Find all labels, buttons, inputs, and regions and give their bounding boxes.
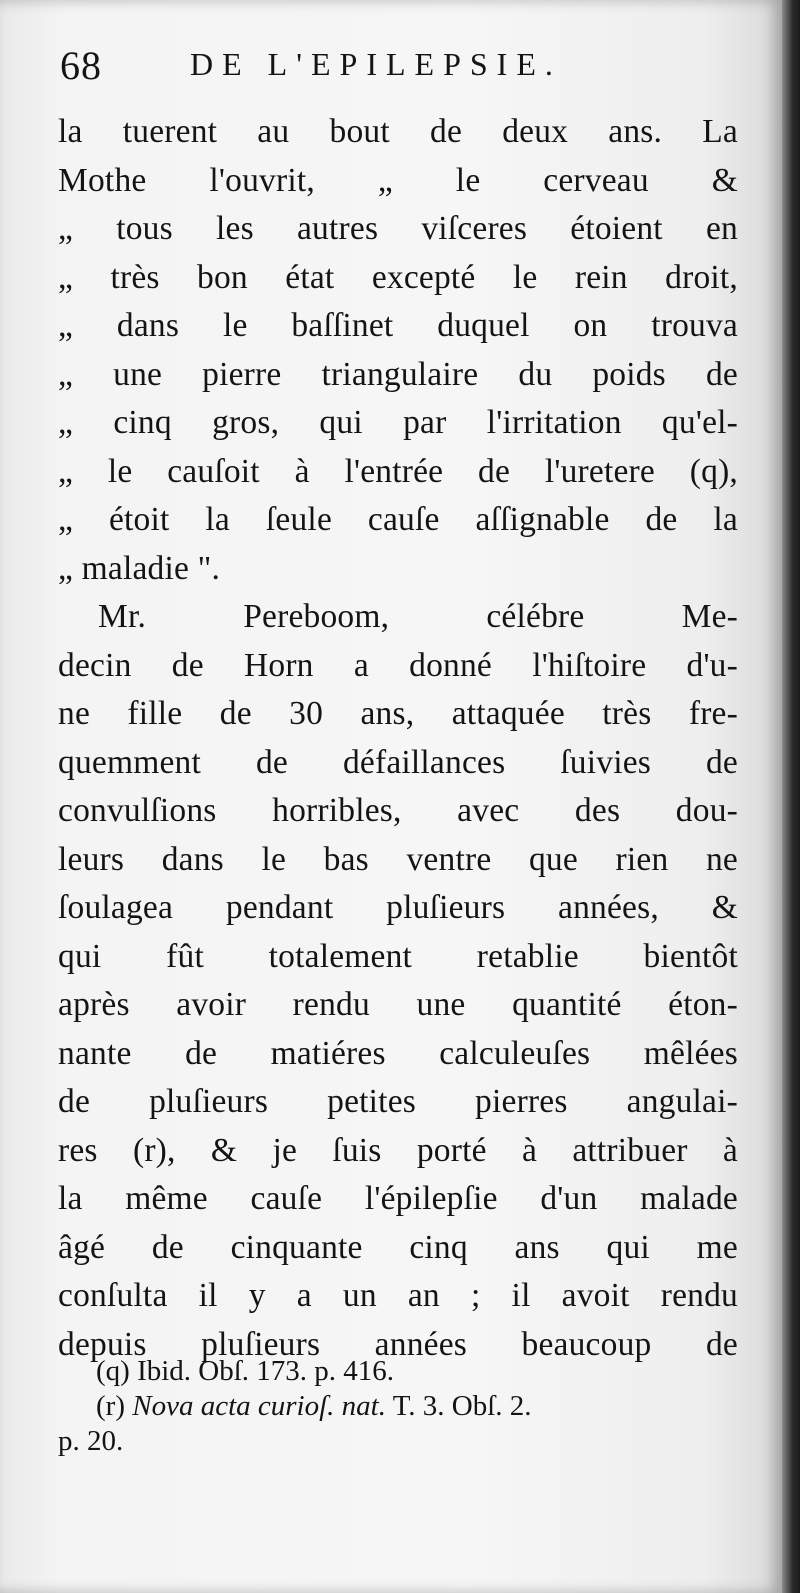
page-number: 68	[60, 43, 102, 88]
running-title: DE L'EPILEPSIE.	[190, 46, 562, 82]
text-line: „ dans le baſſinet duquel on trouva	[58, 307, 738, 344]
paragraph-start-line: Mr. Pereboom, célébre Me-	[98, 598, 738, 635]
text-line: „ étoit la ſeule cauſe aſſignable de la	[58, 501, 738, 538]
text-line: après avoir rendu une quantité éton-	[58, 986, 738, 1023]
text-line: „ le cauſoit à l'entrée de l'uretere (q),	[58, 452, 738, 490]
text-line: res (r), & je ſuis porté à attribuer à	[58, 1131, 738, 1169]
text-line: „ très bon état excepté le rein droit,	[58, 258, 738, 296]
page-edge-shadow	[782, 0, 800, 1593]
footnote-r-continuation: p. 20.	[58, 1425, 124, 1457]
footnote-q: (q) Ibid. Obſ. 173. p. 416.	[96, 1355, 395, 1387]
text-line: qui fût totalement retablie bientôt	[58, 937, 738, 975]
footnote-r-ref: T. 3. Obſ. 2.	[392, 1390, 532, 1422]
text-line: quemment de défaillances ſuivies de	[58, 743, 738, 781]
text-line: ne fille de 30 ans, attaquée très fre-	[58, 695, 738, 732]
body-text	[58, 108, 738, 1369]
text-line: la même cauſe l'épilepſie d'un malade	[58, 1180, 738, 1217]
text-line: de pluſieurs petites pierres angulai-	[58, 1083, 738, 1120]
text-line: nante de matiéres calculeuſes mêlées	[58, 1034, 738, 1072]
text-line: decin de Horn a donné l'hiſtoire d'u-	[58, 646, 738, 684]
text-line: Mothe l'ouvrit, „ le cerveau &	[58, 161, 738, 199]
text-line: la tuerent au bout de deux ans. La	[58, 113, 738, 150]
text-line: convulſions horribles, avec des dou-	[58, 792, 738, 829]
page-header	[60, 42, 750, 102]
text-line: âgé de cinquante cinq ans qui me	[58, 1228, 738, 1266]
text-line: „ une pierre triangulaire du poids de	[58, 355, 738, 393]
footnote-r-marker: (r)	[96, 1390, 125, 1422]
text-line: depuis pluſieurs années beaucoup de	[58, 1325, 738, 1363]
text-line: „ tous les autres viſceres étoient en	[58, 210, 738, 247]
footnotes	[58, 1354, 748, 1459]
footnote-r	[58, 1389, 748, 1424]
text-line: ſoulagea pendant pluſieurs années, &	[58, 889, 738, 926]
footnote-r-title: Nova acta curioſ. nat.	[132, 1390, 386, 1422]
text-line: conſulta il y a un an ; il avoit rendu	[58, 1277, 738, 1314]
text-line: leurs dans le bas ventre que rien ne	[58, 840, 738, 878]
text-line: „ cinq gros, qui par l'irritation qu'el-	[58, 404, 738, 441]
text-line: „ maladie ".	[58, 549, 221, 587]
